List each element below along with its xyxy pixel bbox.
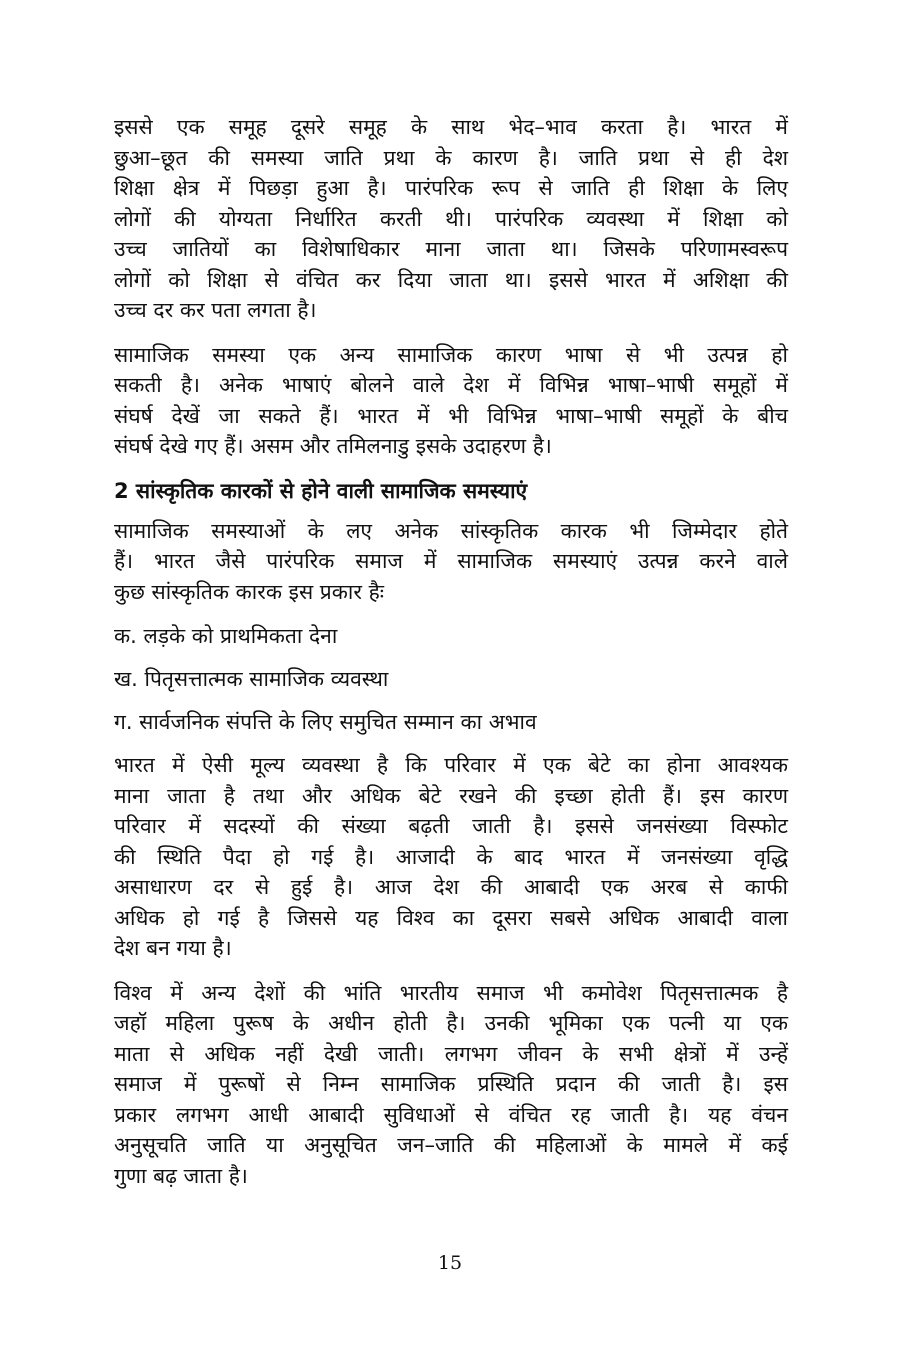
text-line: छुआ–छूत की समस्या जाति प्रथा के कारण है। जाति प्रथा से ही देश bbox=[114, 145, 788, 170]
text-line: जहॉ महिला पुरूष के अधीन होती है। उनकी भूमिका एक पत्नी या एक bbox=[114, 1011, 788, 1035]
text-line: कुछ सांस्कृतिक कारक इस प्रकार हैः bbox=[114, 579, 384, 604]
paragraph-language-conflict bbox=[114, 340, 788, 462]
text-line: शिक्षा क्षेत्र में पिछड़ा हुआ है। पारंपरिक रूप से जाति ही शिक्षा के लिए bbox=[114, 176, 788, 200]
text-line: संघर्ष देखे गए हैं। असम और तमिलनाडु इसके उदाहरण है। bbox=[114, 434, 552, 458]
text-line: लोगों को शिक्षा से वंचित कर दिया जाता था। इससे भारत में अशिक्षा की bbox=[114, 267, 788, 292]
text-line: उच्च जातियों का विशेषाधिकार माना जाता था। जिसके परिणामस्वरूप bbox=[114, 237, 788, 261]
text-line: माना जाता है तथा और अधिक बेटे रखने की इच्छा होती हैं। इस कारण bbox=[114, 783, 788, 808]
text-line: माता से अधिक नहीं देखी जाती। लगभग जीवन के सभी क्षेत्रों में उन्हें bbox=[114, 1041, 788, 1066]
text-line: अधिक हो गई है जिससे यह विश्व का दूसरा सबसे अधिक आबादी वाला bbox=[114, 905, 788, 930]
text-line: सामाजिक समस्याओं के लए अनेक सांस्कृतिक कारक भी जिम्मेदार होते bbox=[114, 518, 788, 543]
paragraph-patriarchy bbox=[114, 978, 788, 1192]
page-content bbox=[114, 112, 788, 1205]
paragraph-son-preference bbox=[114, 750, 788, 964]
text-line: हैं। भारत जैसे पारंपरिक समाज में सामाजिक समस्याएं उत्पन्न करने वाले bbox=[114, 549, 788, 573]
text-line: गुणा बढ़ जाता है। bbox=[114, 1163, 248, 1188]
text-line: संघर्ष देखें जा सकते हैं। भारत में भी विभिन्न भाषा–भाषी समूहों के बीच bbox=[114, 403, 788, 428]
text-line: समाज में पुरूषों से निम्न सामाजिक प्रस्थिति प्रदान की जाती है। इस bbox=[114, 1072, 788, 1096]
section-heading: 2 सांस्कृतिक कारकों से होने वाली सामाजिक समस्याएं bbox=[114, 478, 528, 503]
list-item: क. लड़के को प्राथमिकता देना bbox=[114, 624, 338, 648]
page-number: 15 bbox=[437, 1252, 463, 1274]
list-item: ख. पितृसत्तात्मक सामाजिक व्यवस्था bbox=[114, 667, 389, 691]
text-line: भारत में ऐसी मूल्य व्यवस्था है कि परिवार में एक बेटे का होना आवश्यक bbox=[114, 753, 788, 777]
text-line: सामाजिक समस्या एक अन्य सामाजिक कारण भाषा से भी उत्पन्न हो bbox=[114, 342, 788, 367]
text-line: इससे एक समूह दूसरे समूह के साथ भेद–भाव करता है। भारत में bbox=[114, 115, 788, 139]
text-line: सकती है। अनेक भाषाएं बोलने वाले देश में विभिन्न भाषा–भाषी समूहों में bbox=[114, 373, 788, 397]
text-line: विश्व में अन्य देशों की भांति भारतीय समाज भी कमोवेश पितृसत्तात्मक है bbox=[114, 980, 788, 1005]
paragraph-cultural-factors-intro bbox=[114, 516, 788, 608]
text-line: अनुसूचति जाति या अनुसूचित जन–जाति की महिलाओं के मामले में कई bbox=[114, 1133, 788, 1157]
paragraph-caste-education bbox=[114, 112, 788, 326]
text-line: की स्थिति पैदा हो गई है। आजादी के बाद भारत में जनसंख्या वृद्धि bbox=[114, 844, 788, 869]
list-item: ग. सार्वजनिक संपत्ति के लिए समुचित सम्मान का अभाव bbox=[114, 710, 537, 734]
text-line: देश बन गया है। bbox=[114, 936, 232, 960]
text-line: उच्च दर कर पता लगता है। bbox=[114, 298, 317, 322]
text-line: प्रकार लगभग आधी आबादी सुविधाओं से वंचित रह जाती है। यह वंचन bbox=[114, 1102, 788, 1127]
text-line: परिवार में सदस्यों की संख्या बढ़ती जाती है। इससे जनसंख्या विस्फोट bbox=[114, 814, 788, 838]
text-line: असाधारण दर से हुई है। आज देश की आबादी एक अरब से काफी bbox=[114, 875, 788, 899]
text-line: लोगों की योग्यता निर्धारित करती थी। पारंपरिक व्यवस्था में शिक्षा को bbox=[114, 206, 788, 231]
